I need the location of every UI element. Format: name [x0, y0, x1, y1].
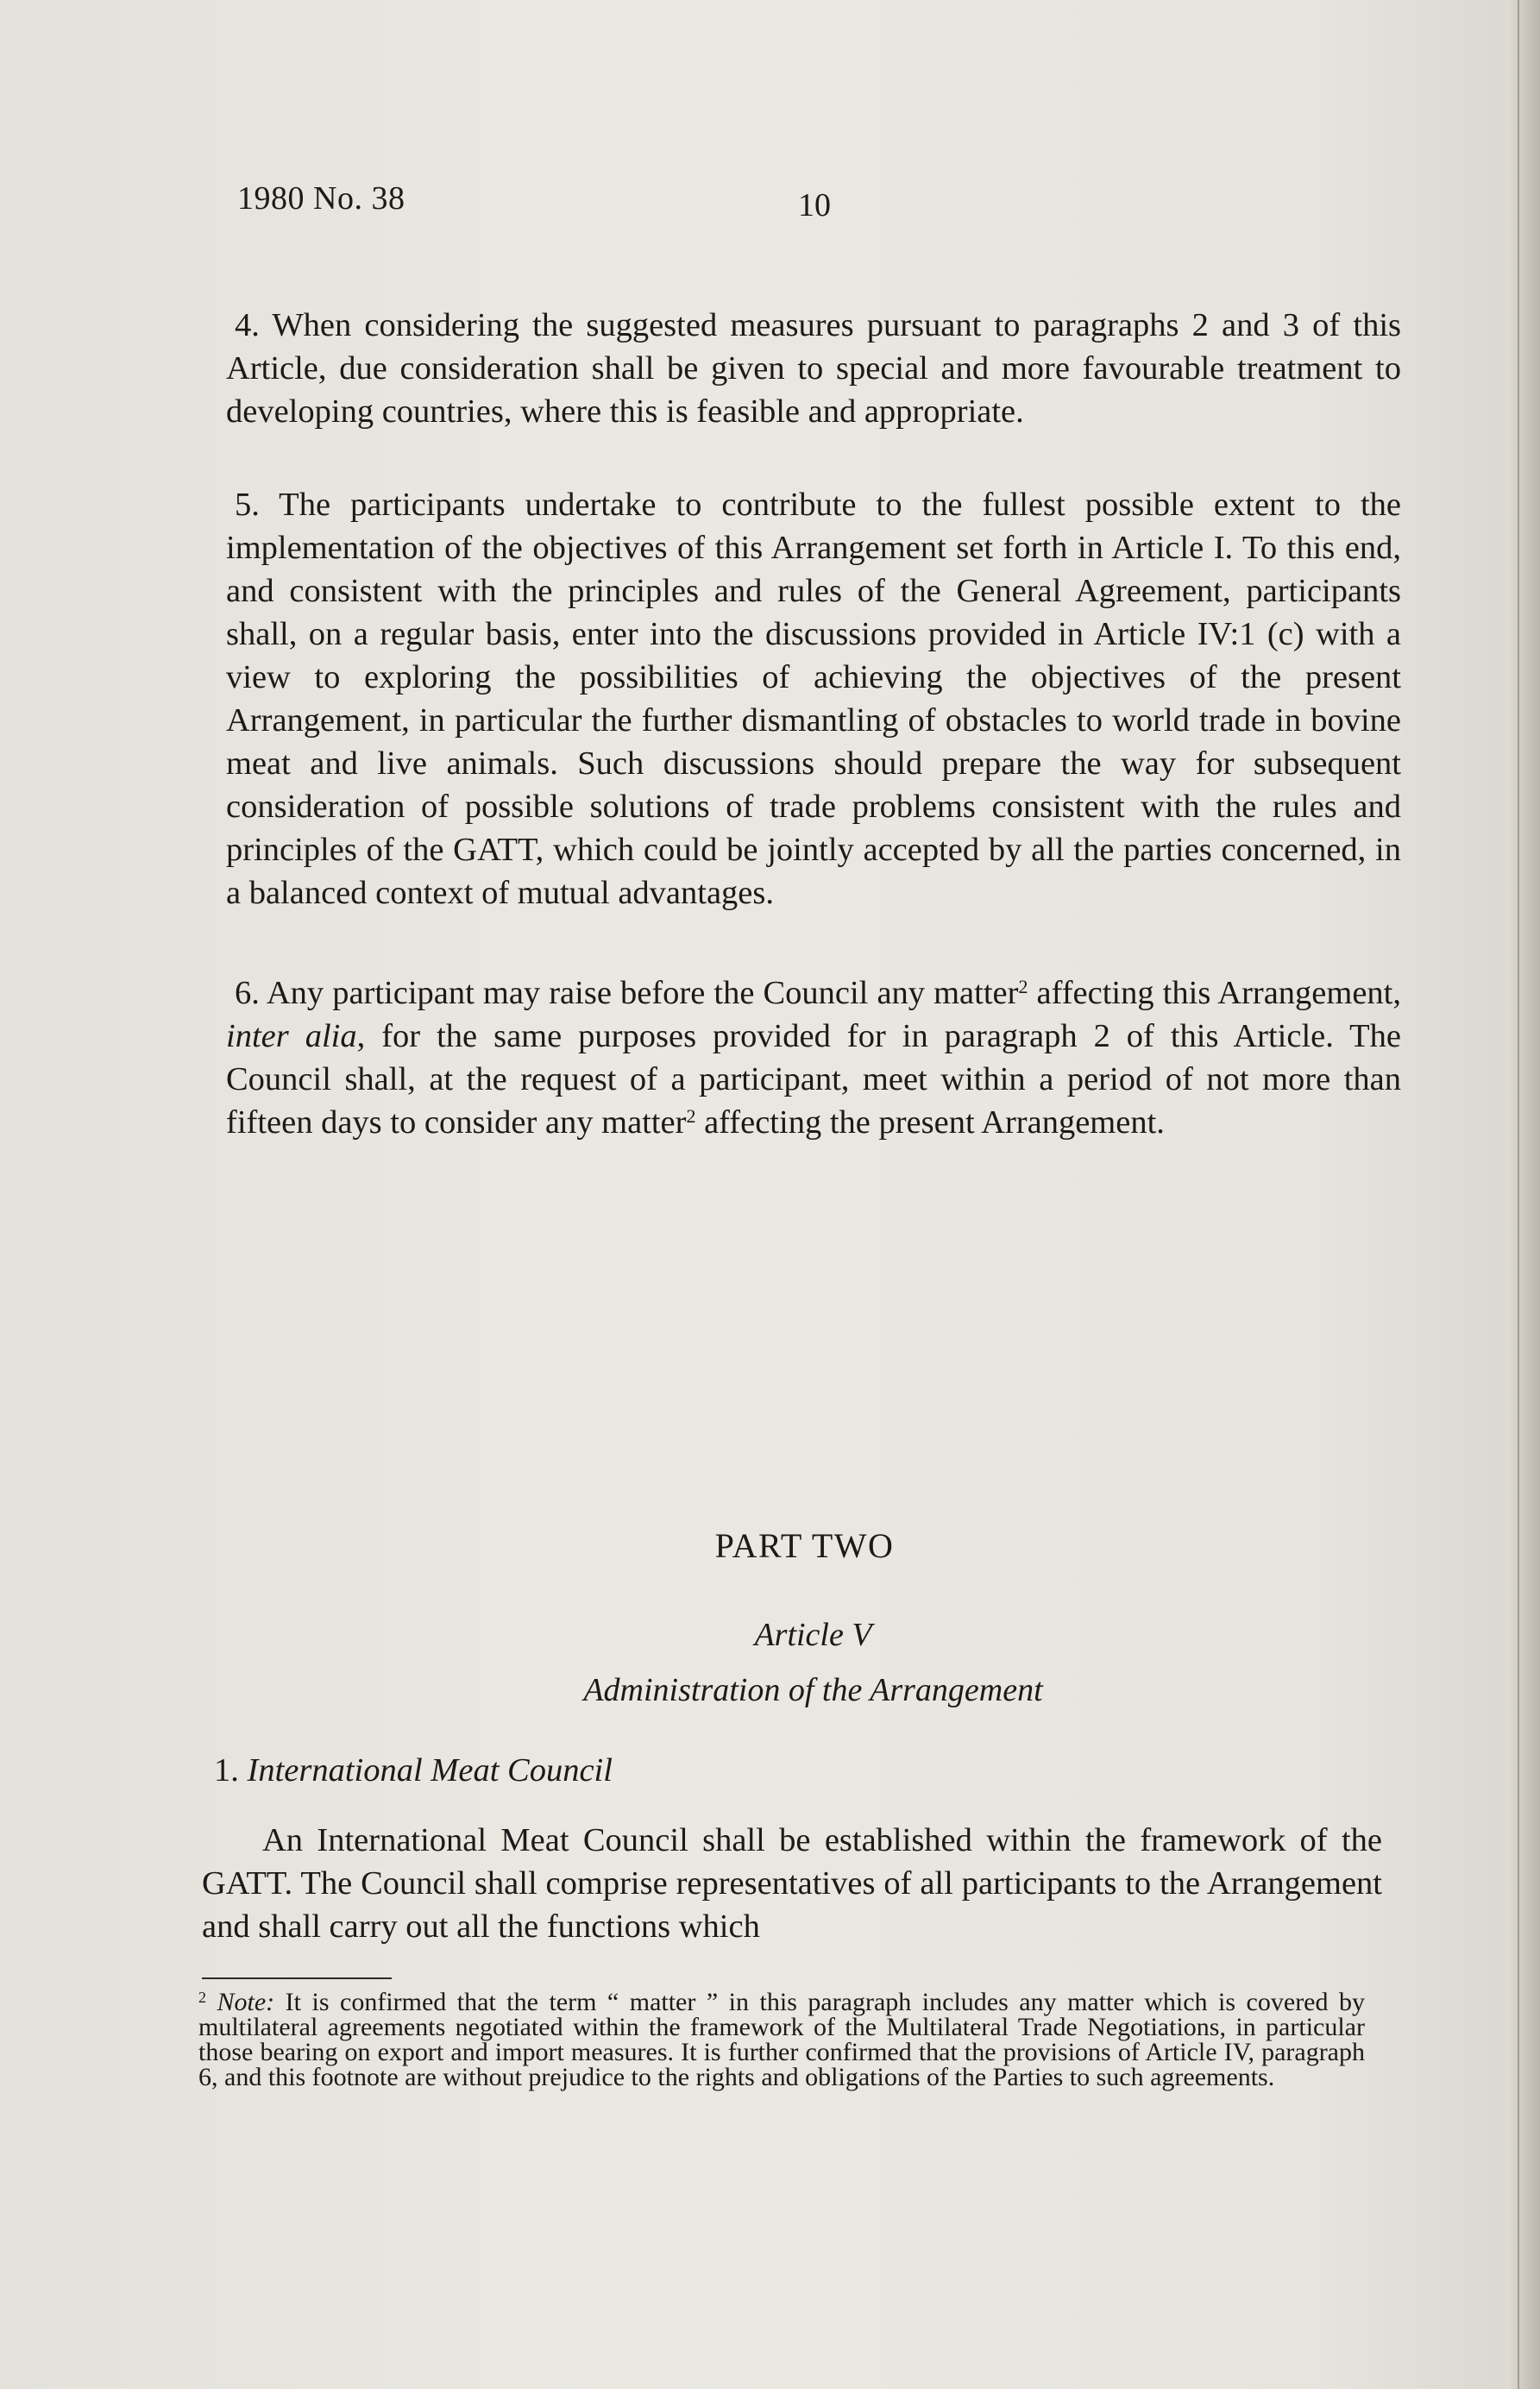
section-number: 1. [214, 1752, 239, 1789]
article-title: Article V [754, 1617, 872, 1653]
paragraph-4: 4. When considering the suggested measures pursuant to paragraphs 2 and 3 of this Article, due consideration shall be given to special and more favourable treatment to developing countries, where this is feasible and appropriate. [226, 307, 1401, 430]
section-heading [214, 1751, 613, 1789]
page-edge-shadow [1505, 0, 1540, 2389]
footnote-label: Note: [217, 1988, 275, 2016]
paragraph-6-part-c: , for the same purposes provided for in paragraph 2 of this Article. The Council shall, at the request of a participant, meet within a period of not more than fifteen days to consider any matter [226, 1018, 1401, 1141]
section-1-text: An International Meat Council shall be established within the framework of the GATT. The Council shall comprise representatives of all participants to the Arrangement and shall carry out all the functions which [202, 1822, 1382, 1945]
paragraph-6 [226, 971, 1401, 1144]
page-binding-line [1518, 0, 1519, 2389]
footnote [198, 1990, 1365, 2090]
header-year-number: 1980 No. 38 [237, 180, 405, 217]
footnote-marker: 2 [686, 1105, 696, 1127]
footnote-number: 2 [198, 1989, 206, 2006]
article-subtitle: Administration of the Arrangement [583, 1672, 1043, 1708]
paragraph-5: 5. The participants undertake to contribute to the fullest possible extent to the implementation of the objectives of this Arrangement set forth in Article I. To this end, and consistent with the principles and rules of the General Agreement, participants shall, on a regular basis, enter into the discussions provided in Article IV:1 (c) with a view to exploring the possibilities of achieving the objectives of the present Arrangement, in particular the further dismantling of obstacles to world trade in bovine meat and live animals. Such discussions should prepare the way for subsequent consideration of possible solutions of trade problems consistent with the rules and principles of the GATT, which could be jointly accepted by all the parties concerned, in a balanced context of mutual advantages. [226, 487, 1401, 911]
paragraph-6-part-b: affecting this Arrangement, [1028, 975, 1401, 1011]
footnote-divider [202, 1977, 392, 1979]
article-body [226, 304, 1401, 1144]
paragraph-6-inter-alia: inter alia [226, 1018, 357, 1054]
page-number: 10 [798, 187, 831, 223]
paragraph-6-part-d: affecting the present Arrangement. [695, 1104, 1165, 1141]
footnote-marker: 2 [1018, 976, 1028, 997]
part-title: PART TWO [714, 1526, 895, 1565]
section-title: International Meat Council [247, 1752, 613, 1789]
paragraph-6-part-a: 6. Any participant may raise before the Council any matter [235, 975, 1019, 1011]
footnote-text: It is confirmed that the term “ matter ” in this paragraph includes any matter which is covered by multilateral agreements negotiated within the framework of the Multilateral Trade Negotiations, in particular those bearing on export and import measures. It is further confirmed that the provisions of Article IV, paragraph 6, and this footnote are without prejudice to the rights and obligations of the Parties to such agreements. [198, 1988, 1366, 2091]
